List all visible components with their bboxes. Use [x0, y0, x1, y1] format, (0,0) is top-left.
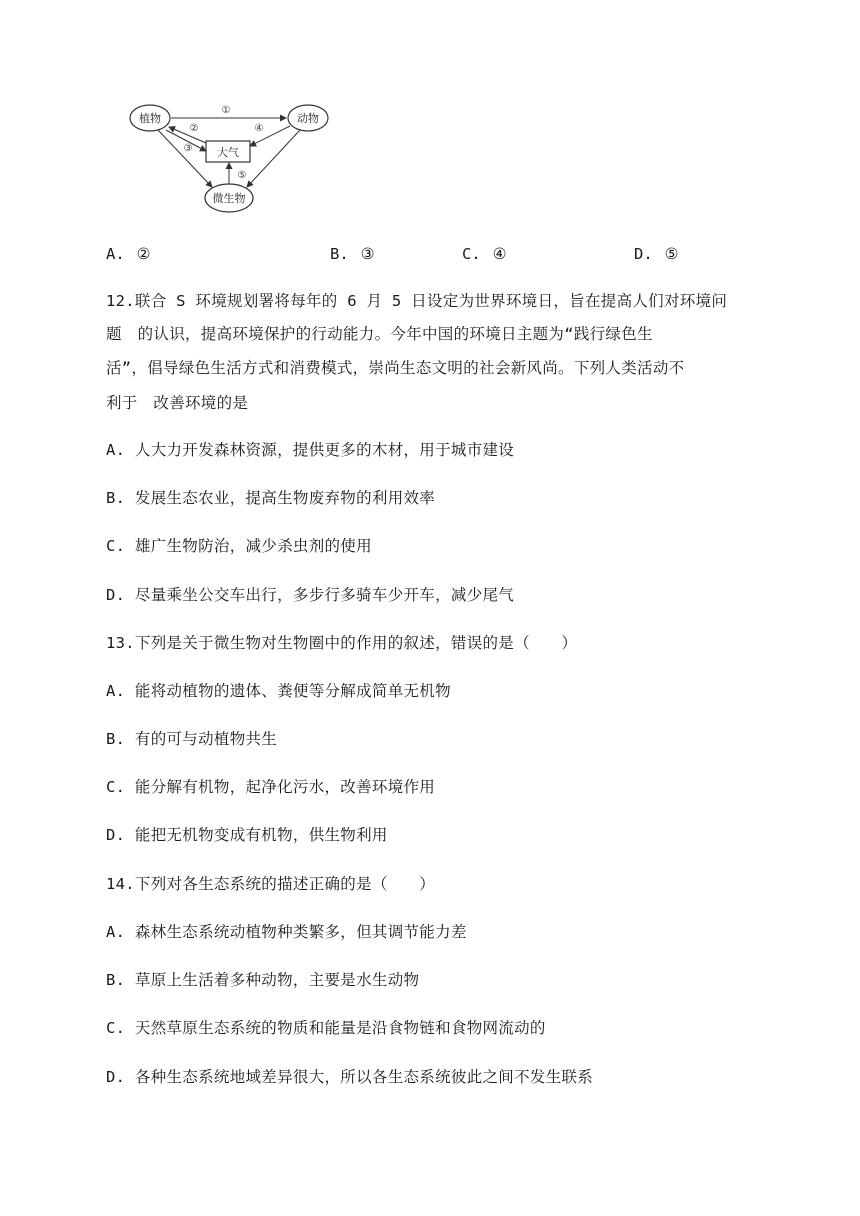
q11-option-d [634, 244, 679, 264]
option-text: ② [136, 245, 151, 263]
q11-option-a [106, 244, 151, 264]
option-label: D. [634, 245, 653, 263]
arrow-5-label: ⑤ [237, 170, 247, 181]
q13-option-a: A. 能将动植物的遗体、粪便等分解成简单无机物 [106, 682, 451, 700]
animal-label: 动物 [297, 112, 319, 125]
q11-option-b [330, 244, 375, 264]
q14-option-d: D. 各种生态系统地域差异很大，所以各生态系统彼此之间不发生联系 [106, 1068, 594, 1086]
q13-option-b: B. 有的可与动植物共生 [106, 730, 278, 748]
option-text: ⑤ [664, 245, 679, 263]
atmosphere-label: 大气 [217, 146, 239, 159]
arrow-animal-microbe [247, 130, 300, 187]
q14-option-a: A. 森林生态系统动植物种类繁多，但其调节能力差 [106, 923, 467, 941]
arrow-plant-microbe [158, 130, 212, 187]
arrow-4-label: ④ [254, 123, 264, 134]
q12-option-c: C. 雄广生物防治，减少杀虫剂的使用 [106, 537, 372, 555]
arrow-3-label: ③ [183, 143, 193, 154]
microbe-label: 微生物 [212, 192, 246, 205]
q12-stem-line: 题 的认识，提高环境保护的行动能力。今年中国的环境日主题为“践行绿色生 [106, 325, 653, 343]
q11-option-c [462, 244, 507, 264]
q13-option-c: C. 能分解有机物，起净化污水，改善环境作用 [106, 778, 436, 796]
option-label: A. [106, 245, 125, 263]
q14-option-b: B. 草原上生活着多种动物，主要是水生动物 [106, 971, 420, 989]
q12-stem-line: 利于 改善环境的是 [106, 394, 249, 412]
q13-stem: 13.下列是关于微生物对生物圈中的作用的叙述，错误的是（ ） [106, 634, 578, 652]
arrow-2-label: ② [189, 123, 199, 134]
q14-stem: 14.下列对各生态系统的描述正确的是（ ） [106, 875, 436, 893]
q12-stem-line: 12.联合 S 环境规划署将每年的 6 月 5 日设定为世界环境日，旨在提高人们对环境问 [106, 292, 728, 310]
option-label: B. [330, 245, 349, 263]
arrow-1-label: ① [221, 105, 231, 116]
q12-stem-line: 活”，倡导绿色生活方式和消费模式，崇尚生态文明的社会新风尚。下列人类活动不 [106, 359, 685, 377]
q13-option-d: D. 能把无机物变成有机物，供生物利用 [106, 826, 388, 844]
q14-option-c: C. 天然草原生态系统的物质和能量是沿食物链和食物网流动的 [106, 1019, 546, 1037]
plant-label: 植物 [139, 112, 161, 125]
q12-option-a: A. 人大力开发森林资源，提供更多的木材，用于城市建设 [106, 441, 515, 459]
option-text: ③ [360, 245, 375, 263]
option-label: C. [462, 245, 481, 263]
option-text: ④ [492, 245, 507, 263]
q12-option-d: D. 尽量乘坐公交车出行，多步行多骑车少开车，减少尾气 [106, 586, 515, 604]
q12-option-b: B. 发展生态农业，提高生物废弃物的利用效率 [106, 489, 436, 507]
cycle-diagram [126, 96, 346, 220]
